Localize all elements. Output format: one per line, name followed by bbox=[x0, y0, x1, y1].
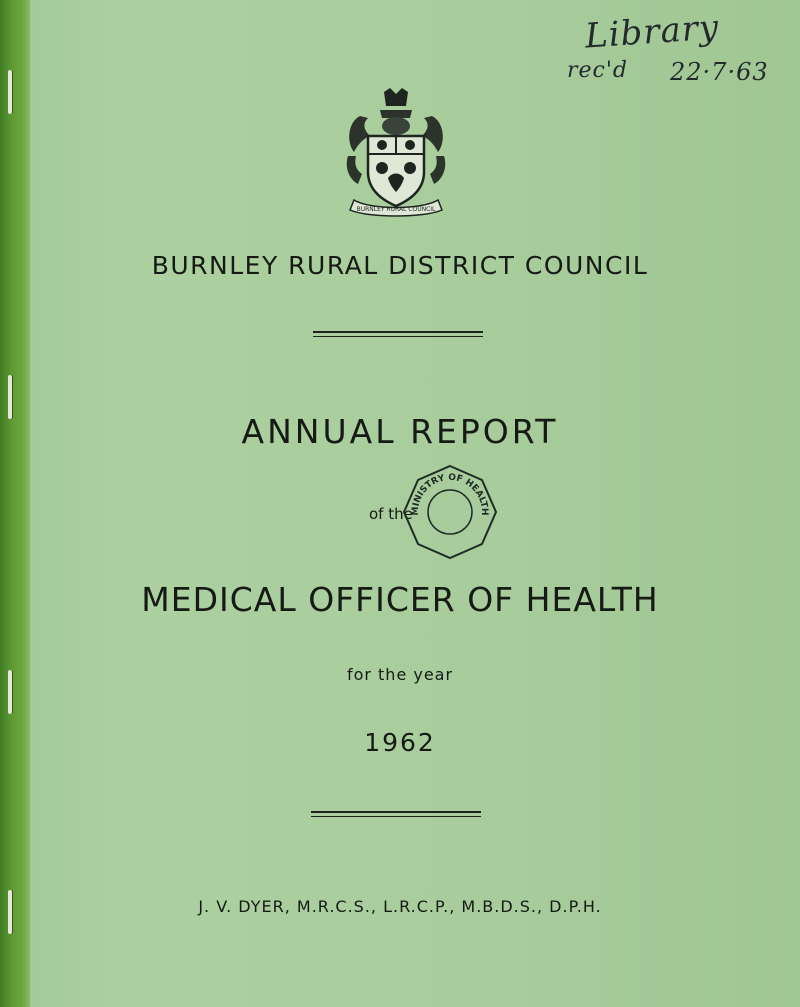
divider-rule bbox=[313, 331, 483, 333]
handwritten-library-note: Library bbox=[583, 7, 721, 57]
svg-text:MINISTRY OF HEALTH bbox=[411, 473, 489, 516]
of-the-text: of the bbox=[369, 505, 413, 523]
stamp-text: MINISTRY OF HEALTH bbox=[410, 472, 490, 516]
handwritten-received-note: rec'd bbox=[567, 58, 628, 83]
divider-rule bbox=[313, 336, 483, 337]
council-name: BURNLEY RURAL DISTRICT COUNCIL bbox=[151, 251, 649, 280]
for-the-year-text: for the year bbox=[346, 665, 454, 684]
crest-motto: BURNLEY RURAL COUNCIL bbox=[356, 206, 436, 213]
report-subject: MEDICAL OFFICER OF HEALTH bbox=[141, 580, 659, 619]
handwritten-date: 22·7·63 bbox=[670, 58, 769, 86]
staple bbox=[8, 70, 12, 114]
binding-spine bbox=[0, 0, 30, 1007]
ministry-stamp-icon bbox=[400, 462, 500, 562]
divider-rule bbox=[311, 816, 481, 817]
report-year: 1962 bbox=[364, 728, 436, 757]
report-title: ANNUAL REPORT bbox=[241, 412, 559, 451]
divider-rule bbox=[311, 811, 481, 813]
coat-of-arms-icon bbox=[340, 86, 452, 218]
author-credentials: J. V. DYER, M.R.C.S., L.R.C.P., M.B.D.S., D.P.H. bbox=[198, 897, 602, 916]
